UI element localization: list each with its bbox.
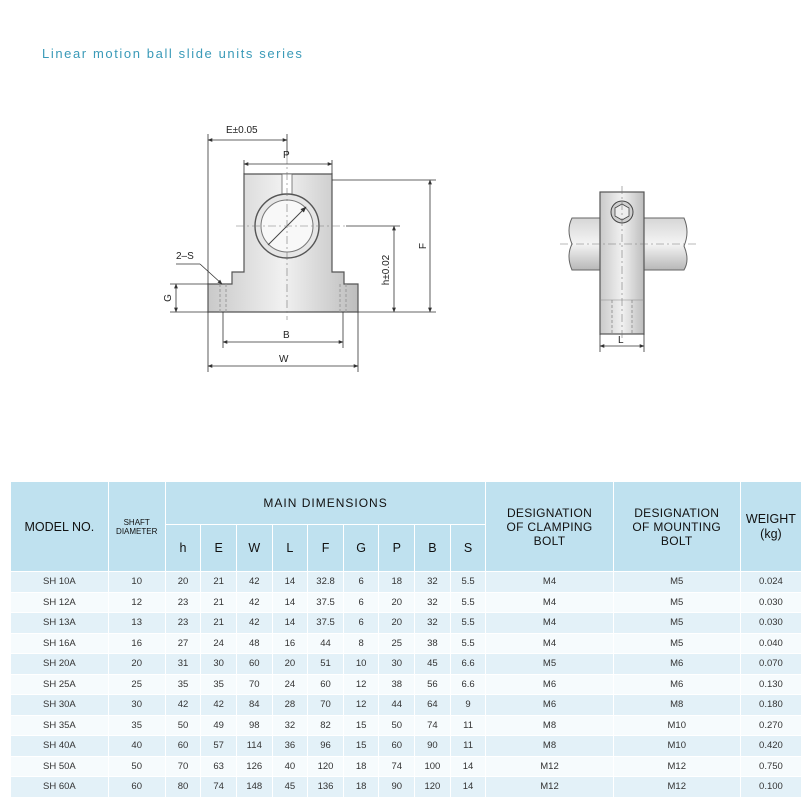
table-cell: SH 25A <box>11 674 109 695</box>
table-cell: M4 <box>486 633 613 654</box>
table-cell: M12 <box>486 777 613 798</box>
table-cell: 31 <box>165 654 201 675</box>
table-cell: 90 <box>379 777 415 798</box>
table-cell: 6 <box>343 613 379 634</box>
table-cell: 64 <box>415 695 451 716</box>
header-dim: F <box>308 525 344 572</box>
table-cell: 13 <box>108 613 165 634</box>
header-shaft-diameter: SHAFT DIAMETER <box>108 482 165 572</box>
table-cell: 50 <box>165 715 201 736</box>
table-row <box>11 756 802 777</box>
table-cell: M10 <box>613 715 740 736</box>
table-cell: 24 <box>201 633 237 654</box>
table-cell: M10 <box>613 736 740 757</box>
table-cell: 32 <box>272 715 308 736</box>
table-cell: SH 16A <box>11 633 109 654</box>
table-cell: 0.024 <box>740 572 801 593</box>
table-cell: 12 <box>108 592 165 613</box>
table-cell: 0.420 <box>740 736 801 757</box>
table-cell: M5 <box>613 633 740 654</box>
table-cell: 44 <box>308 633 344 654</box>
table-cell: M5 <box>486 654 613 675</box>
header-dim: E <box>201 525 237 572</box>
table-cell: 74 <box>201 777 237 798</box>
table-cell: M6 <box>613 654 740 675</box>
header-clamping-bolt: DESIGNATION OF CLAMPING BOLT <box>486 482 613 572</box>
table-body <box>11 572 802 798</box>
table-cell: 16 <box>108 633 165 654</box>
table-cell: 42 <box>236 572 272 593</box>
table-cell: 5.5 <box>450 572 486 593</box>
table-cell: 15 <box>343 715 379 736</box>
table-cell: 14 <box>450 777 486 798</box>
table-cell: 21 <box>201 592 237 613</box>
header-model: MODEL NO. <box>11 482 109 572</box>
table-cell: M5 <box>613 572 740 593</box>
table-cell: SH 20A <box>11 654 109 675</box>
label-P: P <box>283 150 290 161</box>
table-cell: 0.040 <box>740 633 801 654</box>
table-cell: 50 <box>108 756 165 777</box>
label-W: W <box>279 354 289 365</box>
table-cell: 82 <box>308 715 344 736</box>
table-cell: 0.180 <box>740 695 801 716</box>
table-cell: SH 13A <box>11 613 109 634</box>
table-cell: M4 <box>486 613 613 634</box>
table-cell: 90 <box>415 736 451 757</box>
table-cell: 14 <box>450 756 486 777</box>
table-cell: 27 <box>165 633 201 654</box>
table-cell: 0.100 <box>740 777 801 798</box>
table-cell: M5 <box>613 592 740 613</box>
table-cell: 18 <box>343 756 379 777</box>
table-cell: 12 <box>343 695 379 716</box>
table-cell: 21 <box>201 613 237 634</box>
table-cell: SH 40A <box>11 736 109 757</box>
table-cell: 48 <box>236 633 272 654</box>
table-cell: 42 <box>165 695 201 716</box>
table-cell: 38 <box>379 674 415 695</box>
table-cell: 18 <box>343 777 379 798</box>
table-row <box>11 613 802 634</box>
table-cell: 60 <box>108 777 165 798</box>
table-cell: 35 <box>201 674 237 695</box>
header-weight: WEIGHT (kg) <box>740 482 801 572</box>
table-cell: 136 <box>308 777 344 798</box>
table-cell: M6 <box>613 674 740 695</box>
table-cell: 6 <box>343 572 379 593</box>
table-cell: 60 <box>308 674 344 695</box>
table-cell: 0.750 <box>740 756 801 777</box>
table-row <box>11 633 802 654</box>
header-dim: S <box>450 525 486 572</box>
table-cell: 84 <box>236 695 272 716</box>
header-dim: L <box>272 525 308 572</box>
table-cell: 30 <box>108 695 165 716</box>
table-cell: 20 <box>272 654 308 675</box>
table-cell: 6.6 <box>450 654 486 675</box>
table-cell: 30 <box>379 654 415 675</box>
table-cell: 30 <box>201 654 237 675</box>
label-S: 2–S <box>176 251 194 262</box>
table-cell: 0.030 <box>740 592 801 613</box>
table-cell: 21 <box>201 572 237 593</box>
table-row <box>11 736 802 757</box>
front-view <box>208 156 358 320</box>
header-dim: B <box>415 525 451 572</box>
table-cell: 44 <box>379 695 415 716</box>
table-row <box>11 777 802 798</box>
table-cell: 114 <box>236 736 272 757</box>
table-cell: 40 <box>272 756 308 777</box>
table-cell: 120 <box>415 777 451 798</box>
table-cell: 45 <box>272 777 308 798</box>
table-cell: 74 <box>379 756 415 777</box>
table-cell: 18 <box>379 572 415 593</box>
table-cell: M5 <box>613 613 740 634</box>
table-cell: 60 <box>379 736 415 757</box>
table-cell: 23 <box>165 613 201 634</box>
table-cell: 11 <box>450 736 486 757</box>
table-cell: 42 <box>236 592 272 613</box>
table-cell: 11 <box>450 715 486 736</box>
table-cell: M4 <box>486 572 613 593</box>
table-cell: 14 <box>272 572 308 593</box>
header-main-dimensions: MAIN DIMENSIONS <box>165 482 486 525</box>
table-cell: 5.5 <box>450 592 486 613</box>
table-cell: 10 <box>108 572 165 593</box>
table-cell: 49 <box>201 715 237 736</box>
table-cell: 5.5 <box>450 633 486 654</box>
table-cell: M12 <box>613 777 740 798</box>
table-cell: 12 <box>343 674 379 695</box>
table-row <box>11 654 802 675</box>
table-row <box>11 572 802 593</box>
table-cell: 20 <box>108 654 165 675</box>
table-cell: 80 <box>165 777 201 798</box>
table-cell: M8 <box>486 736 613 757</box>
table-cell: 74 <box>415 715 451 736</box>
table-cell: M4 <box>486 592 613 613</box>
table-cell: M12 <box>613 756 740 777</box>
table-cell: 15 <box>343 736 379 757</box>
table-cell: 6 <box>343 592 379 613</box>
table-cell: 36 <box>272 736 308 757</box>
table-cell: 63 <box>201 756 237 777</box>
table-cell: 70 <box>236 674 272 695</box>
table-row <box>11 592 802 613</box>
table-cell: M6 <box>486 695 613 716</box>
table-cell: 56 <box>415 674 451 695</box>
series-title: Linear motion ball slide units series <box>42 46 304 61</box>
table-cell: SH 10A <box>11 572 109 593</box>
label-F: F <box>418 242 429 250</box>
table-cell: 148 <box>236 777 272 798</box>
table-cell: SH 30A <box>11 695 109 716</box>
table-cell: 32 <box>415 613 451 634</box>
table-cell: 20 <box>379 592 415 613</box>
table-cell: 35 <box>165 674 201 695</box>
table-cell: M12 <box>486 756 613 777</box>
table-cell: 38 <box>415 633 451 654</box>
table-cell: 60 <box>236 654 272 675</box>
table-cell: 51 <box>308 654 344 675</box>
table-cell: 23 <box>165 592 201 613</box>
table-cell: 70 <box>165 756 201 777</box>
table-cell: 10 <box>343 654 379 675</box>
table-cell: 16 <box>272 633 308 654</box>
table-cell: 42 <box>236 613 272 634</box>
table-cell: 126 <box>236 756 272 777</box>
table-cell: 0.130 <box>740 674 801 695</box>
table-cell: 25 <box>108 674 165 695</box>
label-h: h±0.02 <box>381 254 392 286</box>
table-cell: 32 <box>415 572 451 593</box>
table-cell: 8 <box>343 633 379 654</box>
table-cell: 40 <box>108 736 165 757</box>
label-L: L <box>618 335 624 346</box>
table-cell: 37.5 <box>308 592 344 613</box>
table-cell: 35 <box>108 715 165 736</box>
table-cell: 100 <box>415 756 451 777</box>
table-cell: 25 <box>379 633 415 654</box>
table-cell: 0.270 <box>740 715 801 736</box>
header-dim: W <box>236 525 272 572</box>
label-G: G <box>163 294 174 302</box>
table-cell: 5.5 <box>450 613 486 634</box>
table-cell: 50 <box>379 715 415 736</box>
table-row <box>11 695 802 716</box>
table-cell: 42 <box>201 695 237 716</box>
table-cell: 20 <box>165 572 201 593</box>
header-dim: h <box>165 525 201 572</box>
table-cell: 28 <box>272 695 308 716</box>
table-cell: 6.6 <box>450 674 486 695</box>
table-cell: 20 <box>379 613 415 634</box>
table-cell: M8 <box>486 715 613 736</box>
table-cell: 32 <box>415 592 451 613</box>
table-cell: 24 <box>272 674 308 695</box>
table-cell: 32.8 <box>308 572 344 593</box>
table-cell: 0.070 <box>740 654 801 675</box>
label-B: B <box>283 330 290 341</box>
header-dim: P <box>379 525 415 572</box>
table-cell: 120 <box>308 756 344 777</box>
technical-drawing <box>0 100 810 390</box>
header-mounting-bolt: DESIGNATION OF MOUNTING BOLT <box>613 482 740 572</box>
table-cell: 37.5 <box>308 613 344 634</box>
side-view <box>560 186 696 340</box>
table-cell: 96 <box>308 736 344 757</box>
table-row <box>11 674 802 695</box>
header-dim: G <box>343 525 379 572</box>
table-cell: 70 <box>308 695 344 716</box>
table-row <box>11 715 802 736</box>
table-cell: 14 <box>272 592 308 613</box>
table-cell: SH 12A <box>11 592 109 613</box>
table-cell: M8 <box>613 695 740 716</box>
table-cell: 0.030 <box>740 613 801 634</box>
dimension-table <box>10 481 802 798</box>
table-cell: SH 50A <box>11 756 109 777</box>
table-cell: 45 <box>415 654 451 675</box>
table-cell: 57 <box>201 736 237 757</box>
table-cell: 98 <box>236 715 272 736</box>
table-cell: 14 <box>272 613 308 634</box>
table-cell: SH 60A <box>11 777 109 798</box>
table-cell: 9 <box>450 695 486 716</box>
label-E: E±0.05 <box>226 125 258 136</box>
table-cell: SH 35A <box>11 715 109 736</box>
table-cell: 60 <box>165 736 201 757</box>
table-cell: M6 <box>486 674 613 695</box>
